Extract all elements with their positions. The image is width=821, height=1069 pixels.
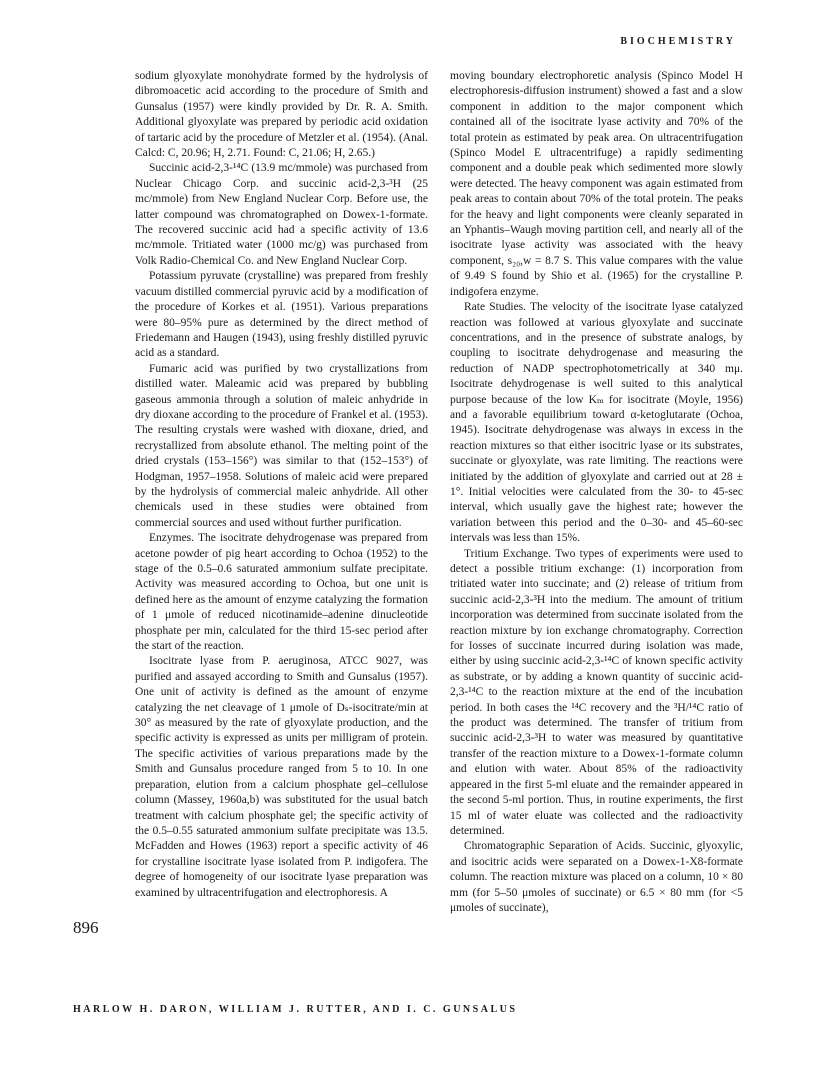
right-column: [450, 69, 743, 916]
paragraph: moving boundary electrophoretic analysis (Spinco Model H electrophoresis-diffusion instrument) showed a fast and a slow component in addition to the major component which contained all of the isocitrate lyase activity and 70% of the total protein as estimated by peak area. On ultracentrifugation (Spinco Model E ultracentrifuge) a rapidly sedimenting component and a double peak which sedimented more slowly were detected. The heavy component was again estimated from peak areas to contain about 70% of the total protein. The peaks for the heavy and light components were cleanly separated in an Yphantis–Waugh moving partition cell, and nearly all of the isocitrate lyase activity was associated with the heavy component, s₂₀,w = 8.7 S. This value compares with the value of 9.49 S found by Shio et al. (1965) for the crystalline P. indigofera enzyme.: [450, 70, 743, 298]
paragraph: Succinic acid-2,3-¹⁴C (13.9 mc/mmole) was purchased from Nuclear Chicago Corp. and succinic acid-2,3-³H (25 mc/mmole) from New England Nuclear Corp. Before use, the latter compound was chromatographed on Dowex-1-formate. The recovered succinic acid had a specific activity of 13.6 mc/mmole. Tritiated water (1000 mc/g) was purchased from Volk Radio-Chemical Co. and New England Nuclear Corp.: [135, 162, 428, 267]
paragraph: Rate Studies. The velocity of the isocitrate lyase catalyzed reaction was followed at various glyoxylate and succinate concentrations, and in the presence of substrate analogs, by coupling to isocitrate dehydrogenase and measuring the reduction of NADP spectrophotometrically at 340 mμ. Isocitrate dehydrogenase is well suited to this analytical purpose because of the low Kₘ for isocitrate (Moyle, 1956) and a favorable equilibrium toward α-ketoglutarate (Ochoa, 1945). Isocitrate dehydrogenase was always in excess in the reaction mixtures so that either isocitric lyase or its substrates, succinate or glyoxylate, was rate limiting. The reactions were initiated by the addition of glyoxylate and carried out at 28 ± 1°. Initial velocities were calculated from the 30- to 45-sec interval, which usually gave the highest rate; however the variation between this period and the 0–30- and 45–60-sec intervals was less than 15%.: [450, 301, 743, 545]
paragraph: Potassium pyruvate (crystalline) was prepared from freshly vacuum distilled commercial pyruvic acid by a modification of the procedure of Korkes et al. (1951). Various preparations were 80–95% pure as determined by the direct method of Friedemann and Haugen (1943), using freshly distilled pyruvic acid as a standard.: [135, 270, 428, 360]
paragraph: Chromatographic Separation of Acids. Succinic, glyoxylic, and isocitric acids were separated on a Dowex-1-X8-formate column. The reaction mixture was placed on a column, 10 × 80 mm (for 5–50 μmoles of succinate) or 6.5 × 80 mm (for <5 μmoles of succinate),: [450, 840, 743, 914]
author-footer: HARLOW H. DARON, WILLIAM J. RUTTER, AND I. C. GUNSALUS: [73, 1004, 518, 1015]
paragraph: Tritium Exchange. Two types of experiments were used to detect a possible tritium exchange: (1) incorporation from tritiated water into succinate; and (2) release of tritium from succinic acid-2,3-³H into the medium. The amount of tritium incorporation was determined from succinate isolated from the reaction mixture by ion exchange chromatography. Correction for losses of succinate incurred during isolation was made, either by using succinic acid-2,3-¹⁴C of known specific activity as substrate, or by adding a known quantity of succinic acid-2,3-¹⁴C to the reaction mixture at the end of the incubation period. In both cases the ¹⁴C recovery and the ³H/¹⁴C ratio of the product was determined. The transfer of tritium from succinic acid-2,3-³H to water was measured by quantitative transfer of the reaction mixture to a Dowex-1-formate column and elution with water. About 85% of the radioactivity appeared in the first 5-ml eluate and the remainder appeared in the second 5-ml portion. Thus, in routine experiments, the first 15 ml of water eluate was collected and the radioactivity determined.: [450, 547, 743, 837]
paragraph: Enzymes. The isocitrate dehydrogenase was prepared from acetone powder of pig heart according to Ochoa (1952) to the stage of the 0.5–0.6 saturated ammonium sulfate precipitate. Activity was measured according to Ochoa, but one unit is defined here as the amount of enzyme catalyzing the formation of 1 μmole of reduced nicotinamide–adenine dinucleotide phosphate per min, calculated for the third 15-sec period after the start of the reaction.: [135, 532, 428, 653]
paragraph: sodium glyoxylate monohydrate formed by the hydrolysis of dibromoacetic acid according to the procedure of Smith and Gunsalus (1957) were kindly provided by Dr. R. A. Smith. Additional glyoxylate was prepared by periodic acid oxidation of tartaric acid by the procedure of Metzler et al. (1954). (Anal. Calcd: C, 20.96; H, 2.71. Found: C, 21.06; H, 2.65.): [135, 70, 428, 160]
paragraph: Fumaric acid was purified by two crystallizations from distilled water. Maleamic acid was prepared by bubbling gaseous ammonia through a solution of maleic anhydride in dry dioxane according to the procedure of Frankel et al. (1953). The resulting crystals were washed with dioxane, dried, and recrystallized from absolute ethanol. The melting point of the dried crystals (153–156°) was similar to that (152–153°) of Hodgman, 1957–1958. Solutions of maleic acid were prepared by the hydrolysis of commercial maleic anhydride. All other chemicals used in these studies were obtained from commercial sources and used without further purification.: [135, 362, 428, 529]
journal-header: BIOCHEMISTRY: [620, 36, 736, 47]
paragraph: Isocitrate lyase from P. aeruginosa, ATCC 9027, was purified and assayed according to Smith and Gunsalus (1957). One unit of activity is defined as the amount of enzyme catalyzing the net cleavage of 1 μmole of Dₛ-isocitrate/min at 30° as measured by the rate of glyoxylate production, and the specific activity is expressed as units per milligram of protein. The specific activities of various preparations made by the Smith and Gunsalus procedure ranged from 5 to 10. In one preparation, elution from a calcium phosphate gel–cellulose column (Massey, 1960a,b) was substituted for the usual batch treatment with calcium phosphate gel; the specific activity of the 0.5–0.55 saturated ammonium sulfate precipitate was 13.5. McFadden and Howes (1963) report a specific activity of 46 for crystalline isocitrate lyase isolated from P. indigofera. The degree of homogeneity of our isocitrate lyase preparation was examined by ultracentrifugation and electrophoresis. A: [135, 655, 428, 899]
left-column: [135, 69, 428, 901]
page-number: 896: [73, 918, 99, 937]
